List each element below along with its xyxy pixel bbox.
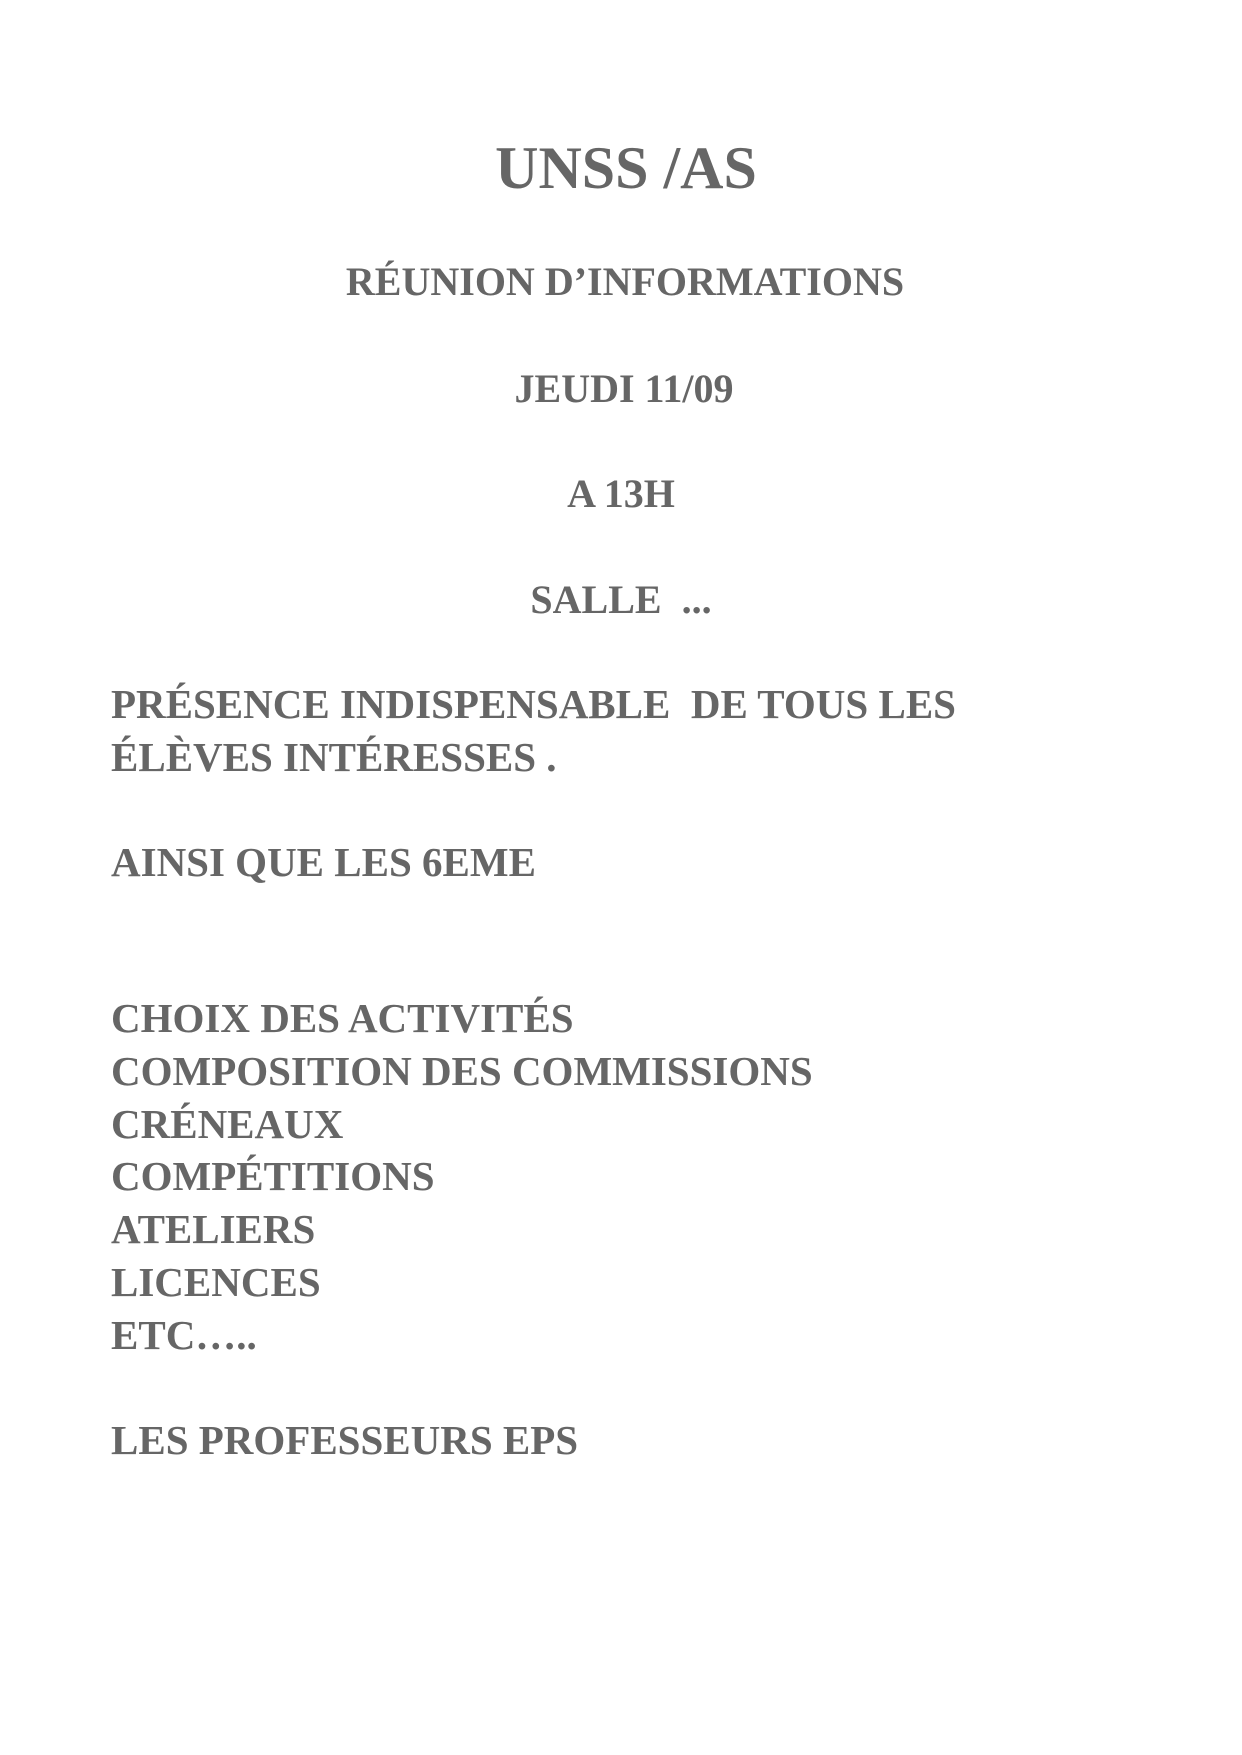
meeting-room: SALLE ... [530,577,712,622]
meeting-heading: RÉUNION D’INFORMATIONS [345,259,905,304]
meeting-time: A 13H [567,471,675,516]
meeting-date: JEUDI 11/09 [514,366,734,411]
notice-line-1: PRÉSENCE INDISPENSABLE DE TOUS LES [111,681,956,727]
document-title: UNSS /AS [495,135,757,201]
notice-extra: AINSI QUE LES 6EME [111,839,536,885]
agenda-item: COMPOSITION DES COMMISSIONS [111,1048,813,1094]
agenda-item: ETC….. [111,1312,257,1358]
notice-line-2: ÉLÈVES INTÉRESSES . [111,734,557,780]
signature: LES PROFESSEURS EPS [111,1417,579,1463]
agenda-item: CRÉNEAUX [111,1101,344,1147]
agenda-item: LICENCES [111,1259,321,1305]
agenda-item: COMPÉTITIONS [111,1153,435,1199]
agenda-item: CHOIX DES ACTIVITÉS [111,995,574,1041]
agenda-item: ATELIERS [111,1206,316,1252]
